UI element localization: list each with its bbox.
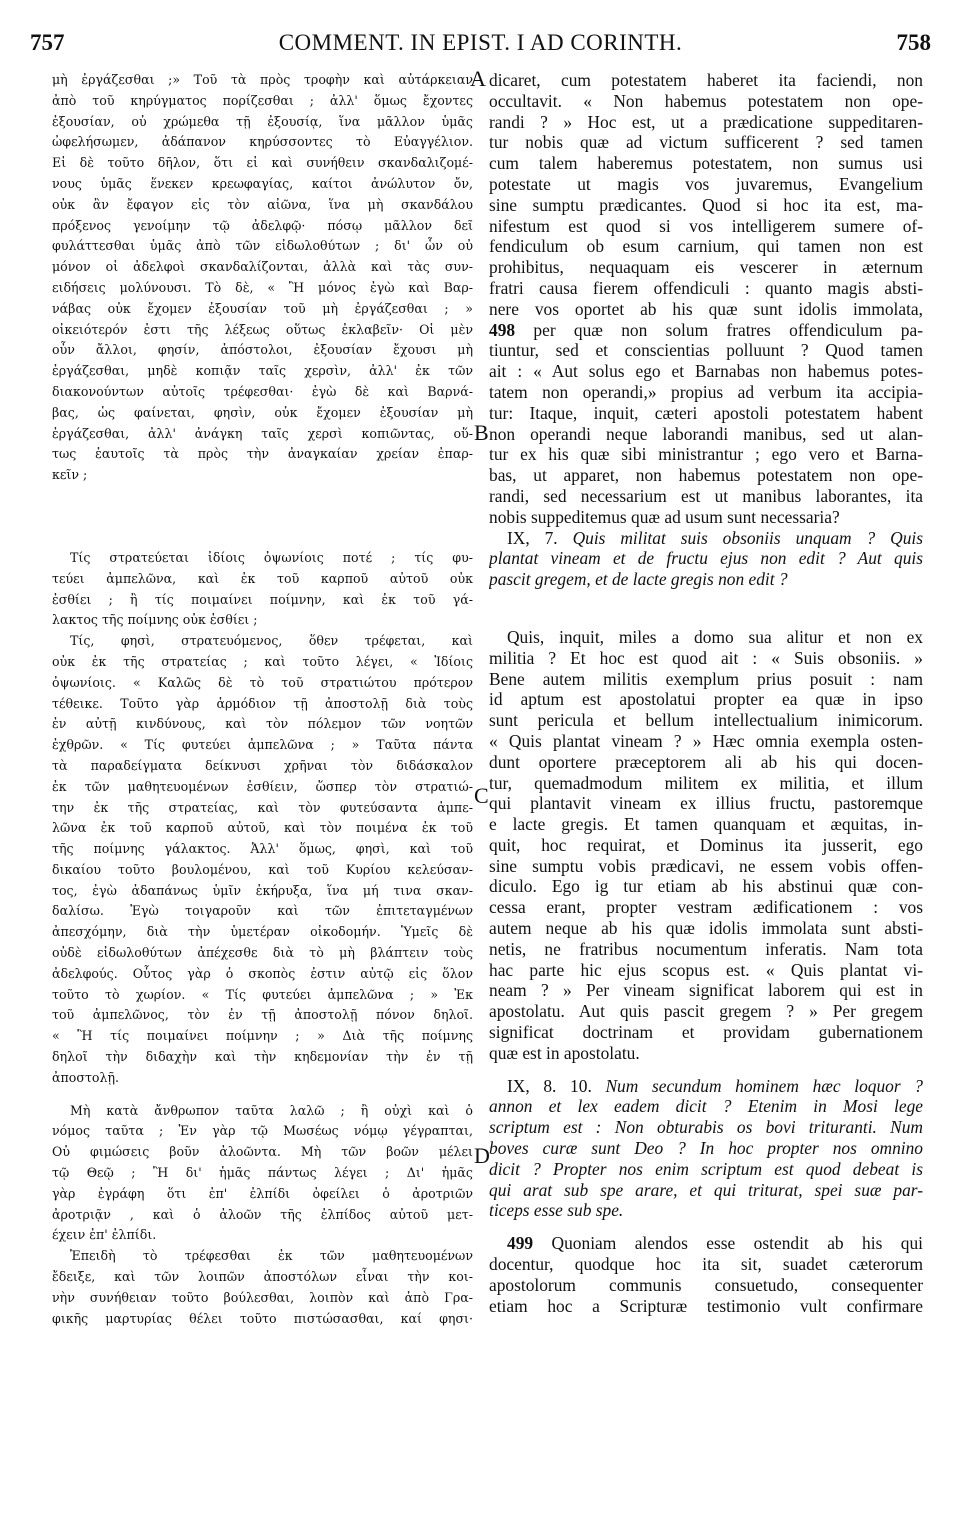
text-line: οὐκ ἂν ἔφαγον εἰς τὸν αἰῶνα, ἵνα μὴ σκανδάλου — [52, 196, 473, 212]
text-line: Τίς, φησὶ, στρατευόμενος, ὅθεν τρέφεται, καὶ — [70, 633, 473, 649]
text-line: tur, quemadmodum militem ex militia, et illum — [489, 772, 923, 793]
text-line: pascit gregem, et de lacte gregis non edit ? — [489, 569, 788, 590]
text-line: cum talem haberemus potestatem, non sumus usi — [489, 153, 923, 174]
text-line: Μὴ κατὰ ἄνθρωπον ταῦτα λαλῶ ; ἢ οὐχὶ καὶ ὁ — [70, 1102, 473, 1118]
text-line: λακτος τῆς ποίμνης οὐκ ἐσθίει ; — [52, 612, 258, 628]
text-line: quit, hoc requirat, et Dominus ita jusserit, ego — [489, 834, 923, 855]
text-line: τῆς ποίμνης γάλακτος. Ἀλλ' ὅμως, φησὶ, καὶ τοῦ — [52, 841, 473, 857]
latin-paragraph-1 — [489, 70, 923, 320]
text-line: « Ἢ τίς ποιμαίνει ποίμνην ; » Διὰ τῆς ποίμνης — [52, 1028, 473, 1044]
text-line: randi, sed necessarium est ut manibus laborantes, ita — [489, 485, 923, 506]
text-line: tatem non operandi,» propius ad verbum ita accipia- — [489, 381, 923, 402]
text-line: τὰ παραδείγματα δείκνυσι χρῆναι τὸν διδάσκαλον — [52, 757, 473, 773]
text-line: id aptum est apostolatui propter ea quæ in ipso — [489, 689, 923, 710]
text-line: dicaret, cum potestatem haberet ita faciendi, non — [489, 70, 923, 90]
text-line: ἐργάζεσθαι, μηδὲ κοπιᾷν ταῖς χερσὶν, ἀλλ' ἐκ τῶν — [52, 363, 473, 379]
text-line: τοῦ ἀμπελῶνος, τὸν ἐν τῇ ἀποστολῇ πόνον δηλοῖ. — [52, 1007, 473, 1023]
text-line: μόνον οἱ ἀδελφοὶ σκανδαλίζονται, ἀλλὰ καὶ τὰς συν- — [52, 259, 473, 275]
text-line: nifestum est quod si vos intelligerem sumere of- — [489, 215, 923, 236]
verse-reference: IX, 7. — [507, 527, 558, 548]
text-line: φυλάττεσθαι ὑμᾶς ἀπὸ τῶν εἰδωλοθύτων ; δι' ὧν οὐ — [52, 238, 473, 254]
text-line: πρόξενος γενοίμην τῷ ἀδελφῷ· πόσῳ μᾶλλον δεῖ — [52, 217, 473, 233]
text-line: δαλίσω. Ἐγὼ τοιγαροῦν καὶ τῶν ἐπιτεταγμένων — [52, 903, 473, 919]
text-line: annon et lex eadem dicit ? Etenim in Mosi lege — [489, 1096, 923, 1117]
running-header — [30, 30, 931, 60]
text-line: tur: Itaque, inquit, cæteri apostoli potestatem habent — [489, 402, 923, 423]
text-line: τος, ἐγὼ ἀδαπάνως ὑμῖν ἐκήρυξα, ἵνα μή τινα σκαν- — [52, 882, 473, 898]
text-line: ἐκ τῶν μαθητευομένων ἐσθίειν, ὥσπερ τὸν στρατιώ- — [52, 778, 473, 794]
latin-paragraph-1b — [489, 320, 923, 528]
text-line: tiuntur, sed et conscientias polluunt ? Quod tamen — [489, 340, 923, 361]
page-number-left: 757 — [30, 30, 65, 55]
text-line: διακονούντων αὐτοῖς τρέφεσθαι· ἐγὼ δὲ καὶ Βαρνά- — [52, 383, 473, 399]
text-line: sunt pericula et bellum intellectualium inimicorum. — [489, 710, 923, 731]
margin-mark-d: D — [474, 1143, 490, 1168]
text-line: e lacte gregis. Et tamen quanquam et æquitas, in- — [489, 814, 923, 835]
text-line: Num secundum hominem hæc loquor ? — [605, 1075, 923, 1096]
text-line: ἀπὸ τοῦ κηρύγματος πορίζεσθαι ; ἀλλ' ὅμως ἔχοντες — [52, 92, 473, 108]
running-title: COMMENT. IN EPIST. I AD CORINTH. — [278, 30, 683, 55]
text-line: ὀψωνίοις. « Καλῶς δὲ τὸ τοῦ στρατιώτου πρότερον — [52, 674, 473, 690]
text-line: ἐργάζεσθαι, ἀλλ' ἀνάγκη ταῖς χερσὶ κοπιῶντας, οὕ- — [52, 425, 473, 441]
text-line: docentur, quodque hoc ita sit, suadet cæterorum — [489, 1254, 923, 1275]
text-line: etiam hoc a Scripturæ testimonio vult confirmare — [489, 1295, 923, 1316]
text-line: fendiculum ob esum carnium, qui tamen non est — [489, 236, 923, 257]
text-line: « Quis plantat vineam ? » Hæc omnia exempla osten- — [489, 730, 923, 751]
greek-paragraph-3 — [52, 631, 473, 1089]
latin-paragraph-3 — [489, 627, 923, 1064]
text-line: τοῦτο τὸ χωρίον. « Τίς φυτεύει ἀμπελῶνα ; » Ἐκ — [52, 986, 473, 1002]
text-line: ἀροτριᾷν , καὶ ὁ ἀλοῶν τῆς ἐλπίδος αὐτοῦ μετ- — [52, 1206, 473, 1222]
latin-column — [489, 70, 923, 1316]
text-line: κεῖν ; — [52, 467, 88, 483]
text-line: cessa erant, propter vestram ædificationem : vos — [489, 897, 923, 918]
text-line: ἐσθίει ; ἢ τίς ποιμαίνει ποίμνην, καὶ ἐκ τοῦ γά- — [52, 591, 473, 607]
text-line: τέθεικε. Τοῦτο γὰρ ἁρμόδιον τῇ ἀποστολῇ διὰ τοὺς — [52, 695, 473, 711]
text-line: hac parte hic ejus scopus est. « Quis plantat vi- — [489, 959, 923, 980]
text-line: Quis militat suis obsoniis unquam ? Quis — [572, 527, 923, 548]
text-line: ait : « Aut solus ego et Barnabas non habemus potes- — [489, 361, 923, 382]
greek-paragraph-1 — [52, 70, 473, 486]
text-line: Quoniam alendos esse ostendit ab his qui — [551, 1233, 923, 1254]
text-line: sine sumptu prædicantes. Quod si hoc ita est, ma- — [489, 194, 923, 215]
text-line: ticeps esse sub spe. — [489, 1200, 624, 1221]
column-number-498: 498 — [489, 319, 516, 340]
text-line: νους ὑμᾶς ἕνεκεν κρεωφαγίας, καίτοι ἀνώλυτον ὄν, — [52, 175, 473, 191]
text-line: νάβας οὐκ ἔχομεν ἐξουσίαν τοῦ μὴ ἐργάζεσθαι ; » — [52, 300, 473, 316]
text-line: Quis, inquit, miles a domo sua alitur et non ex — [507, 626, 923, 647]
text-line: Ἐπειδὴ τὸ τρέφεσθαι ἐκ τῶν μαθητευομένων — [70, 1248, 473, 1264]
text-line: militia ? Et hoc est quod ait : « Suis obsoniis. » — [489, 647, 923, 668]
text-line: ειδήσεις μολύνουσι. Τὸ δὲ, « Ἢ μόνος ἐγὼ καὶ Βαρ- — [52, 279, 473, 295]
text-line: prohibitus, nequaquam eis vescerer in æternum — [489, 257, 923, 278]
text-line: οὐδὲ εἰδωλοθύτων ἀπέχεσθε διὰ τὸ μὴ βλάπτειν τοὺς — [52, 945, 473, 961]
text-line: λῶνα ἐκ τοῦ καρποῦ αὐτοῦ, καὶ τὸν ποιμένα ἐκ τοῦ — [52, 820, 473, 836]
margin-mark-a: A — [470, 66, 486, 91]
text-line: qui plantavit vineam ex illius fructu, pastoremque — [489, 793, 923, 814]
text-line: sine sumptu vobis prædicavi, ne essem vobis offen- — [489, 855, 923, 876]
text-line: νὴν συνήθειαν τοῦτο βούλεσθαι, λοιπὸν καὶ ἀπὸ Γρα- — [52, 1289, 473, 1305]
text-line: ἔδειξε, καὶ τῶν λοιπῶν ἀποστόλων εἶναι τὴν κοι- — [52, 1269, 473, 1285]
text-line: Τίς στρατεύεται ἰδίοις ὀψωνίοις ποτέ ; τίς φυ- — [70, 549, 473, 565]
text-line: per quæ non solum fratres offendiculum pa- — [533, 319, 923, 340]
latin-lemma-paragraph-2 — [489, 1076, 923, 1222]
text-line: potestate ut magis vos juvaremus, Evangelium — [489, 173, 923, 194]
text-line: γὰρ ἐγράφη ὅτι ἐπ' ἐλπίδι ὀφείλει ὁ ἀροτριῶν — [52, 1185, 473, 1201]
text-line: boves curæ sunt Deo ? In hoc propter nos omnino — [489, 1138, 923, 1159]
text-line: netis, ne fratribus nocumentum inferatis. Nam tota — [489, 938, 923, 959]
text-line: Bene autem militis exemplum prius posuit : nam — [489, 668, 923, 689]
latin-lemma-paragraph — [489, 528, 923, 590]
text-line: scriptum est : Non obturabis os bovi trituranti. Num — [489, 1117, 923, 1138]
text-line: μὴ ἐργάζεσθαι ;» Τοῦ τὰ πρὸς τροφὴν καὶ αὐτάρκειαν — [52, 72, 473, 87]
text-line: οὐκ ἐκ τῆς στρατείας ; καὶ τοῦτο λέγει, « Ἰδίοις — [52, 653, 473, 669]
text-line: neam ? » Per vineam significat laborem qui est in — [489, 980, 923, 1001]
text-line: Οὐ φιμώσεις βοῦν ἀλοῶντα. Μὴ τῶν βοῶν μέλει — [52, 1144, 473, 1160]
text-line: ἐξουσίαν, οὐ χρώμεθα τῇ ἐξουσίᾳ, ἵνα μᾶλλον ὑμᾶς — [52, 113, 473, 129]
text-line: apostolorum communis consuetudo, consequenter — [489, 1274, 923, 1295]
text-line: ἀπεσχόμην, διὰ τὴν ὑμετέραν οἰκοδομήν. Ὑμεῖς δὲ — [52, 924, 473, 940]
text-line: οὖν ἄλλοι, φησίν, ἀπόστολοι, ἐξουσίαν ἔχουσι μὴ — [52, 342, 473, 358]
text-line: βας, ὡς φαίνεται, φησὶν, οὐκ ἔχομεν ἐξουσίαν μὴ — [52, 404, 473, 420]
text-line: την ἐκ τῆς στρατείας, καὶ τὸν φυτεύσαντα ἀμπε- — [52, 799, 473, 815]
text-line: occultavit. « Non habemus potestatem non ope- — [489, 90, 923, 111]
text-line: dicit ? Propter nos enim scriptum est quod debeat is — [489, 1158, 923, 1179]
text-line: randi ? » Hoc est, ut a prædicatione suppeditaren- — [489, 111, 923, 132]
text-line: nobis suppeditemus quæ ad usum sunt necessaria? — [489, 506, 840, 527]
text-line: significat doctrinam et providam gubernationem — [489, 1022, 923, 1043]
text-line: ἀποστολῇ. — [52, 1069, 120, 1085]
greek-column — [52, 70, 473, 1329]
text-line: ἐχθρῶν. « Τίς φυτεύει ἀμπελῶνα ; » Ταῦτα πάντα — [52, 737, 473, 753]
text-line: apostolatu. Aut quis pascit gregem ? » Per gregem — [489, 1001, 923, 1022]
text-line: έχειν ἐπ' ἐλπίδι. — [52, 1227, 157, 1243]
text-line: autem neque ab his quæ idolis immolata sunt absti- — [489, 918, 923, 939]
text-line: ἐν αὐτῇ κινδύνους, καὶ τὸν πόλεμον τῶν νοητῶν — [52, 716, 473, 732]
text-line: δικαίου τοῦτο βουλομένου, καὶ τοῦ Κυρίου κελεύσαν- — [52, 861, 473, 877]
text-line: νόμος ταῦτα ; Ἐν γὰρ τῷ Μωσέως νόμῳ γέγραπται, — [52, 1123, 473, 1139]
column-number-499: 499 — [507, 1233, 534, 1254]
text-line: nere vos oportet ab his quæ sunt idolis immolata, — [489, 298, 923, 319]
text-line: plantat vineam et de fructu ejus non edit ? Aut quis — [489, 548, 923, 569]
text-line: bas, ut apparet, non habemus potestatem non ope- — [489, 465, 923, 486]
text-line: non operandi neque laborandi manibus, sed ut alan- — [489, 423, 923, 444]
text-line: fratri causa fierem offendiculi : quanto magis absti- — [489, 277, 923, 298]
greek-lemma-paragraph — [52, 548, 473, 631]
latin-paragraph-5 — [489, 1233, 923, 1316]
margin-mark-c: C — [474, 783, 489, 808]
greek-lemma-paragraph-2 — [52, 1101, 473, 1247]
text-line: dunt oportere præceptorem ali ab his qui docen- — [489, 751, 923, 772]
text-line: tur ex his quæ sibi ministrantur ; ego vero et Barna- — [489, 444, 923, 465]
margin-mark-b: B — [474, 420, 489, 445]
text-line: φικῆς μαρτυρίας θέλει τοῦτο πιστώσασθαι, καί φησι· — [52, 1310, 473, 1326]
text-line: diculo. Ego ig tur etiam ab his abstinui quæ con- — [489, 876, 923, 897]
page-number-right: 758 — [896, 30, 931, 55]
text-line: Εἰ δὲ τοῦτο δῆλον, ὅτι εἰ καὶ συνήθειν σκανδαλιζομέ- — [52, 155, 473, 171]
greek-paragraph-5 — [52, 1246, 473, 1329]
text-line: tur nobis quæ ad victum sufficerent ? sed tamen — [489, 132, 923, 153]
text-line: τως ἑαυτοῖς τὰ πρὸς τὴν ἀναγκαίαν χρείαν ἐπαρ- — [52, 446, 473, 462]
text-line: οἰκειότερόν ἐστι τῆς λέξεως οὕτως ἐκλαβεῖν· Οἱ μὲν — [52, 321, 473, 337]
text-line: τῷ Θεῷ ; Ἢ δι' ἡμᾶς πάντως λέγει ; Δι' ἡμᾶς — [52, 1165, 473, 1181]
verse-reference: IX, 8. 10. — [507, 1075, 592, 1096]
text-line: qui arat sub spe arare, et qui triturat, spei suæ par- — [489, 1179, 923, 1200]
text-line: quæ est in apostolatu. — [489, 1042, 640, 1063]
text-line: δηλοῖ τὴν διδαχὴν καὶ τὴν κηδεμονίαν τὴν ἐν τῇ — [52, 1049, 473, 1065]
text-line: ἀδελφούς. Οὗτος γὰρ ὁ σκοπὸς ἐστιν αὐτῷ εἰς ὅλον — [52, 965, 473, 981]
text-line: ὠφελήσωμεν, ἀδάπανον κηρύσσοντες τὸ Εὐαγγέλιον. — [52, 134, 473, 150]
text-line: τεύει ἀμπελῶνα, καὶ ἐκ τοῦ καρποῦ αὐτοῦ οὐκ — [52, 570, 473, 586]
